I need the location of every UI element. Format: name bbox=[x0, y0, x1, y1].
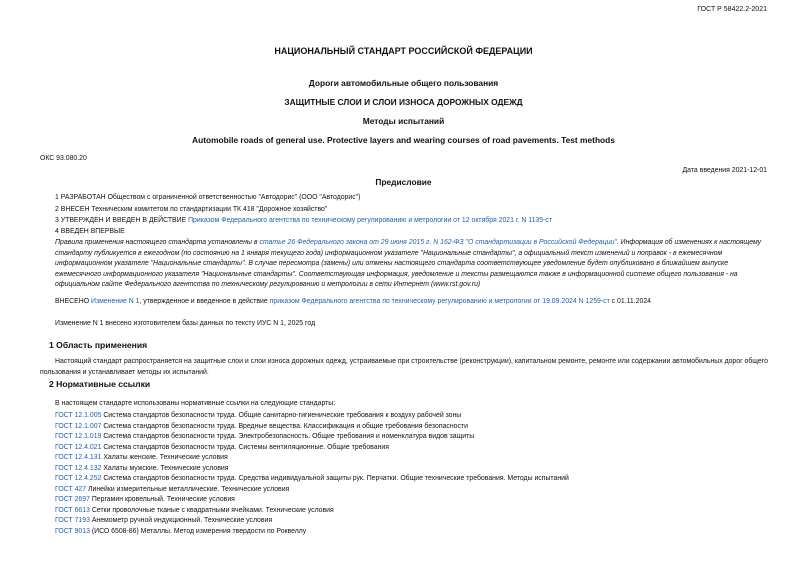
reference-item bbox=[55, 432, 474, 441]
foreword-item-developed: 1 РАЗРАБОТАН Обществом с ограниченной ответственностью "Автодорис" (ООО "Автодорис") bbox=[55, 194, 361, 201]
reference-title: Халаты женские. Технические условия bbox=[101, 454, 228, 461]
approved-label: 3 УТВЕРЖДЕН И ВВЕДЕН В ДЕЙСТВИЕ bbox=[55, 217, 189, 224]
amendment-order-link[interactable]: приказом Федерального агентства по техническому регулированию и метрологии от 19.09.2024 N 1259-ст bbox=[269, 298, 610, 305]
foreword-item-approved bbox=[55, 217, 552, 226]
references-intro: В настоящем стандарте использованы нормативные ссылки на следующие стандарты: bbox=[55, 400, 336, 407]
reference-title: (ИСО 6508-86) Металлы. Метод измерения твердости по Роквеллу bbox=[89, 527, 307, 535]
reference-item bbox=[55, 485, 289, 494]
standard-title: НАЦИОНАЛЬНЫЙ СТАНДАРТ РОССИЙСКОЙ ФЕДЕРАЦИИ bbox=[274, 46, 533, 56]
reference-title: Система стандартов безопасности труда. Электробезопасность. Общие требования и номенклатура видов защиты bbox=[101, 433, 475, 440]
reference-item bbox=[55, 422, 468, 431]
reference-item bbox=[55, 453, 228, 462]
reference-code-link[interactable]: ГОСТ 2697 bbox=[55, 496, 90, 503]
reference-title: Пергамин кровельный. Технические условия bbox=[89, 496, 235, 503]
reference-code-link[interactable]: ГОСТ 12.1.019 bbox=[55, 433, 102, 440]
foreword-item-submitted: 2 ВНЕСЕН Техническим комитетом по стандартизации ТК 418 "Дорожное хозяйство" bbox=[55, 206, 328, 213]
reference-title: Система стандартов безопасности труда. Средства индивидуальной защиты рук. Перчатки. Общие технические требования. Методы испытаний bbox=[101, 475, 569, 482]
foreword-title: Предисловие bbox=[375, 177, 432, 187]
reference-code-link[interactable]: ГОСТ 12.1.007 bbox=[55, 422, 102, 430]
federal-law-link[interactable]: статье 26 Федерального закона от 29 июня 2015 г. N 162-ФЗ "О стандартизации в Российской Федерации" bbox=[259, 239, 617, 246]
reference-code-link[interactable]: ГОСТ 427 bbox=[55, 485, 87, 493]
reference-title: Система стандартов безопасности труда. Общие санитарно-гигиенические требования к воздуху рабочей зоны bbox=[101, 412, 462, 419]
reference-title: Сетки проволочные тканые с квадратными ячейками. Технические условия bbox=[89, 506, 334, 514]
reference-item bbox=[55, 495, 235, 504]
oks-code: ОКС 93.080.20 bbox=[40, 155, 87, 162]
reference-code-link[interactable]: ГОСТ 12.4.252 bbox=[55, 475, 102, 482]
amendment-note: Изменение N 1 внесено изготовителем базы данных по тексту ИУС N 1, 2025 год bbox=[55, 320, 316, 327]
amendment-prefix: ВНЕСЕНО bbox=[55, 298, 91, 305]
document-code: ГОСТ Р 58422.2-2021 bbox=[697, 6, 767, 13]
reference-title: Система стандартов безопасности труда. Вредные вещества. Классификация и общие требования безопасности bbox=[101, 422, 468, 430]
reference-item bbox=[55, 474, 569, 483]
reference-item bbox=[55, 506, 334, 515]
reference-code-link[interactable]: ГОСТ 12.4.132 bbox=[55, 464, 102, 472]
section-1-text: Настоящий стандарт распространяется на защитные слои и слои износа дорожных одежд, устраиваемые при строительстве (реконструкции), капитальном ремонте, ремонте или содержании автомобильных дорог общего пользования и устанавливает методы их испытаний. bbox=[40, 358, 768, 376]
section-1-heading: 1 Область применения bbox=[49, 340, 148, 350]
reference-item bbox=[55, 411, 461, 420]
reference-code-link[interactable]: ГОСТ 6613 bbox=[55, 506, 90, 514]
document-main-title: ЗАЩИТНЫЕ СЛОИ И СЛОИ ИЗНОСА ДОРОЖНЫХ ОДЕЖД bbox=[284, 97, 523, 107]
reference-code-link[interactable]: ГОСТ 7193 bbox=[55, 517, 90, 524]
rules-text-rest: . Информация об изменениях к настоящему стандарту публикуется в ежегодном (по состоянию на 1 января текущего года) информационном указателе "Национальные стандарты", а официальный текст изменений и поправок - в ежемесячном информационном указателе "Национальные стандарты". В случае пересмотра (замены) или отмены настоящего стандарта соответствующее уведомление будет опубликовано в ближайшем выпуске ежемесячного информационного указателя "Национальные стандарты". Соответствующая информация, уведомление и тексты размещаются также в информационной системе общего пользования - на официальном сайте Федерального агентства по техническому регулированию и метрологии в сети Интернет (www.rst.gov.ru) bbox=[55, 239, 762, 288]
rules-text-start: Правила применения настоящего стандарта установлены в bbox=[55, 239, 260, 246]
reference-item bbox=[55, 527, 306, 536]
foreword-item-first-introduced: 4 ВВЕДЕН ВПЕРВЫЕ bbox=[55, 228, 125, 235]
introduction-date: Дата введения 2021-12-01 bbox=[682, 167, 767, 174]
reference-code-link[interactable]: ГОСТ 12.4.021 bbox=[55, 443, 102, 451]
reference-item bbox=[55, 516, 272, 525]
reference-title: Анемометр ручной индукционный. Технические условия bbox=[89, 517, 273, 524]
amendment-line bbox=[55, 298, 651, 307]
reference-item bbox=[55, 443, 389, 452]
reference-code-link[interactable]: ГОСТ 9013 bbox=[55, 527, 90, 535]
amendment-middle: , утвержденное и введенное в действие bbox=[139, 298, 270, 305]
reference-title: Халаты мужские. Технические условия bbox=[101, 464, 229, 472]
approval-order-link[interactable]: Приказом Федерального агентства по техническому регулированию и метрологии от 12 октября 2021 г. N 1135-ст bbox=[188, 217, 552, 224]
reference-code-link[interactable]: ГОСТ 12.4.131 bbox=[55, 454, 102, 461]
document-subtitle: Дороги автомобильные общего пользования bbox=[308, 78, 499, 88]
amendment-link[interactable]: Изменение N 1 bbox=[91, 298, 140, 305]
reference-title: Линейки измерительные металлические. Технические условия bbox=[86, 485, 290, 493]
reference-item bbox=[55, 464, 228, 473]
section-2-heading: 2 Нормативные ссылки bbox=[49, 379, 151, 389]
document-methods: Методы испытаний bbox=[362, 116, 445, 126]
reference-code-link[interactable]: ГОСТ 12.1.005 bbox=[55, 412, 102, 419]
reference-title: Система стандартов безопасности труда. Системы вентиляционные. Общие требования bbox=[101, 443, 389, 451]
amendment-suffix: с 01.11.2024 bbox=[609, 298, 651, 305]
english-title: Automobile roads of general use. Protective layers and wearing courses of road pavements. Test methods bbox=[192, 135, 615, 145]
foreword-rules-paragraph bbox=[55, 238, 767, 291]
